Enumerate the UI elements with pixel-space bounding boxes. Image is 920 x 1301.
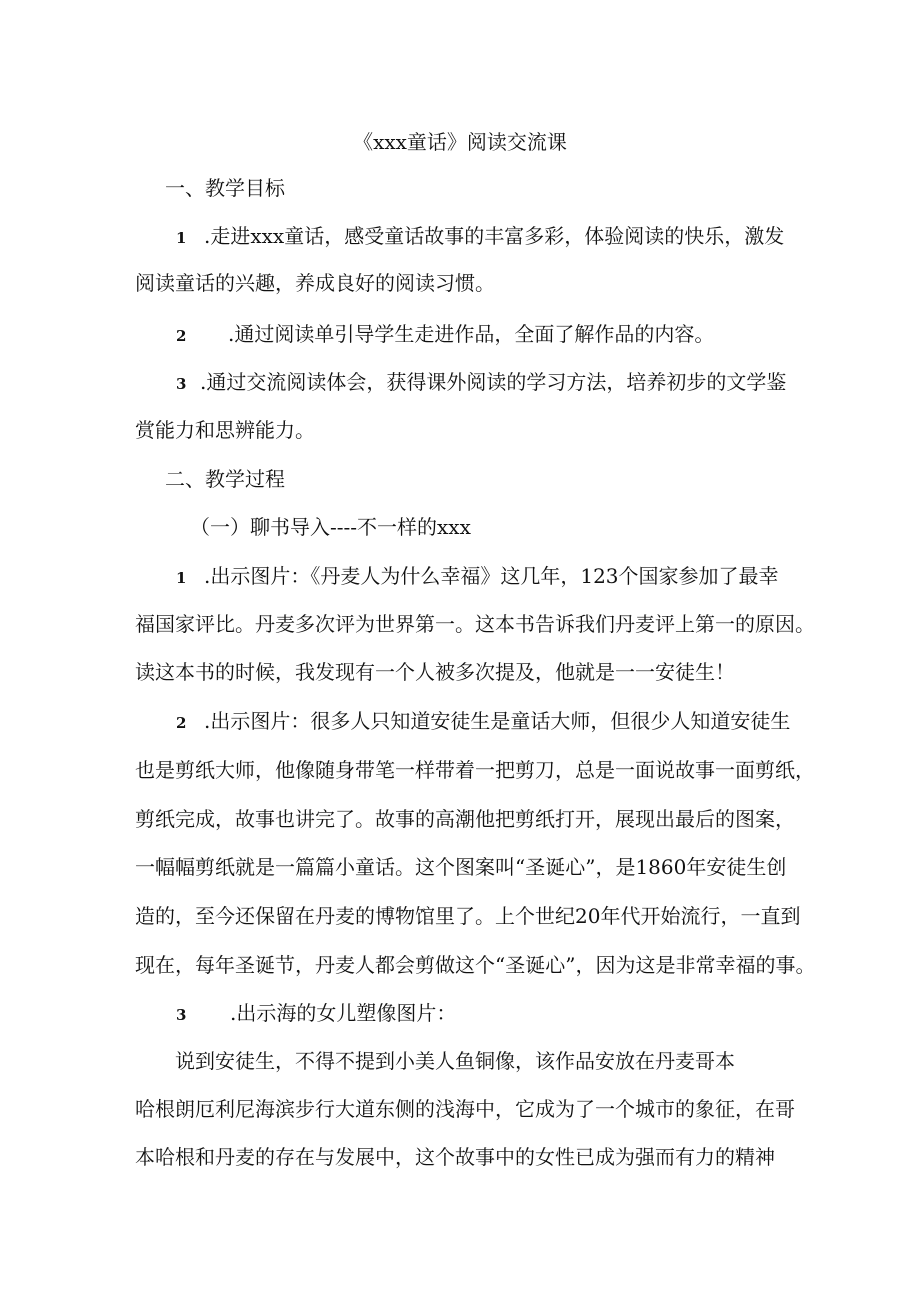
- process-1-line-2: 福国家评比。丹麦多次评为世界第一。这本书告诉我们丹麦评上第一的原因。: [135, 612, 815, 636]
- goal-1-line-2: 阅读童话的兴趣，养成良好的阅读习惯。: [135, 271, 495, 295]
- process-3-line-1: [176, 999, 456, 1029]
- section-heading-process: 二、教学过程: [165, 467, 285, 491]
- process-2-line-2: 也是剪纸大师，他像随身带笔一样带着一把剪刀，总是一面说故事一面剪纸，: [135, 758, 815, 782]
- goal-3-text-1: .通过交流阅读体会，获得课外阅读的学习方法，培养初步的文学鉴: [200, 370, 787, 394]
- goal-1-number: 1: [176, 229, 187, 247]
- process-1-line-1: [176, 562, 779, 592]
- section-heading-goals: 一、教学目标: [165, 176, 285, 200]
- process-2-line-1: [176, 707, 790, 737]
- goal-3-line-2: 赏能力和思辨能力。: [135, 418, 315, 442]
- subsection-heading-1: （一）聊书导入----不一样的xxx: [190, 515, 471, 539]
- goal-1-line-1: [176, 222, 784, 252]
- process-2-line-5: 造的，至今还保留在丹麦的博物馆里了。上个世纪20年代开始流行，一直到: [135, 904, 801, 928]
- process-2-text-1: .出示图片：很多人只知道安徒生是童话大师，但很少人知道安徒生: [204, 709, 791, 733]
- document-title: 《xxx童话》阅读交流课: [353, 130, 567, 154]
- process-2-number: 2: [176, 714, 187, 732]
- paragraph-line-2: 哈根朗厄利尼海滨步行大道东侧的浅海中，它成为了一个城市的象征，在哥: [135, 1097, 795, 1121]
- process-2-line-3: 剪纸完成，故事也讲完了。故事的高潮他把剪纸打开，展现出最后的图案，: [135, 807, 795, 831]
- paragraph-line-3: 本哈根和丹麦的存在与发展中，这个故事中的女性已成为强而有力的精神: [135, 1145, 775, 1169]
- process-3-number: 3: [176, 1006, 187, 1024]
- goal-3-line-1: [176, 368, 786, 398]
- process-1-number: 1: [176, 569, 187, 587]
- process-3-text-1: .出示海的女儿塑像图片：: [230, 1001, 457, 1025]
- process-1-text-1: .出示图片：《丹麦人为什么幸福》这几年，123个国家参加了最幸: [204, 564, 779, 588]
- goal-3-number: 3: [176, 375, 187, 393]
- paragraph-line-1: 说到安徒生，不得不提到小美人鱼铜像，该作品安放在丹麦哥本: [175, 1049, 735, 1073]
- goal-2-line-1: [176, 320, 714, 350]
- goal-2-number: 2: [176, 327, 187, 345]
- goal-2-text-1: .通过阅读单引导学生走进作品，全面了解作品的内容。: [228, 322, 715, 346]
- goal-1-text-1: .走进xxx童话，感受童话故事的丰富多彩，体验阅读的快乐，激发: [204, 224, 785, 248]
- process-2-line-6: 现在，每年圣诞节，丹麦人都会剪做这个“圣诞心”，因为这是非常幸福的事。: [135, 953, 816, 977]
- process-1-line-3: 读这本书的时候，我发现有一个人被多次提及，他就是一一安徒生！: [135, 660, 735, 684]
- process-2-line-4: 一幅幅剪纸就是一篇篇小童话。这个图案叫“圣诞心”，是1860年安徒生创: [135, 855, 787, 879]
